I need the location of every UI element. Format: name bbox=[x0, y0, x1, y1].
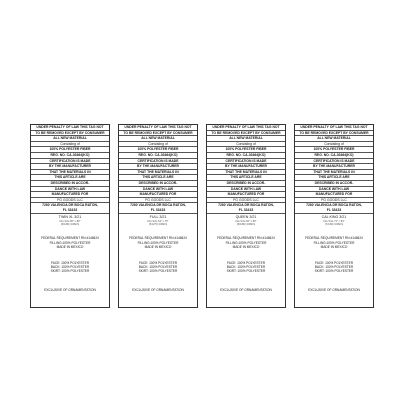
federal-requirement: FEDERAL REQUIREMENT RN #146624 bbox=[217, 236, 275, 241]
item-size: FULL 3/21 bbox=[149, 214, 167, 219]
header-line: DANCE WITH LAW bbox=[119, 187, 197, 193]
header-line: MANUFACTURED FOR bbox=[119, 192, 197, 198]
size-note: (60x80) 3/28/21 bbox=[236, 222, 256, 226]
header-line: Consisting of bbox=[207, 142, 285, 148]
header-line: 100% POLYESTER FIBER bbox=[295, 147, 373, 153]
size-note: Fits Size 54" x 75" bbox=[147, 219, 169, 223]
header-line: CERTIFICATION IS MADE bbox=[295, 159, 373, 165]
header-line: TO BE REMOVED EXCEPT BY CONSUMER bbox=[31, 131, 109, 137]
fabric-face: FACE: 100% POLYESTER bbox=[50, 260, 90, 265]
header-line: DANCE WITH LAW bbox=[295, 187, 373, 193]
header-line: ALL NEW MATERIAL bbox=[31, 136, 109, 142]
header-line: 7260 VALENCIA DR BOCA RATON, bbox=[130, 203, 186, 208]
header-line: THAT THE MATERIALS IN bbox=[119, 170, 197, 176]
federal-requirement: FEDERAL REQUIREMENT RN #146624 bbox=[41, 236, 99, 241]
header-line: Consisting of bbox=[31, 142, 109, 148]
exclusive-note: EXCLUSIVE OF ORNAMENTATION bbox=[308, 287, 360, 292]
law-label bbox=[30, 124, 110, 308]
fabric-back: BACK: 100% POLYESTER bbox=[314, 265, 354, 270]
exclusive-note: EXCLUSIVE OF ORNAMENTATION bbox=[132, 287, 184, 292]
header-line: THIS ARTICLE ARE bbox=[31, 175, 109, 181]
origin-text: MADE IN MEXICO bbox=[56, 244, 84, 249]
law-label bbox=[294, 124, 374, 308]
fabric-skirt: SKIRT: 100% POLYESTER bbox=[50, 269, 90, 274]
header-line: PG GOODS LLC bbox=[119, 198, 197, 204]
header-line: FL 33433 bbox=[295, 208, 373, 214]
fabric-face: FACE: 100% POLYESTER bbox=[314, 260, 354, 265]
header-line: 100% POLYESTER FIBER bbox=[119, 147, 197, 153]
header-line: ALL NEW MATERIAL bbox=[119, 136, 197, 142]
item-size: CAL KING 3/21 bbox=[321, 214, 347, 219]
law-label-header bbox=[119, 125, 197, 214]
origin-text: MADE IN MEXICO bbox=[320, 244, 348, 249]
header-line: BY THE MANUFACTURER bbox=[207, 164, 285, 170]
size-note: Fits Size 60" x 80" bbox=[235, 219, 257, 223]
filling-text: FILLING:100% POLYESTER bbox=[313, 240, 355, 245]
fabric-face: FACE: 100% POLYESTER bbox=[226, 260, 266, 265]
header-line: THIS ARTICLE ARE bbox=[119, 175, 197, 181]
header-line: MANUFACTURED FOR bbox=[295, 192, 373, 198]
header-line: THAT THE MATERIALS IN bbox=[207, 170, 285, 176]
header-line: THIS ARTICLE ARE bbox=[295, 175, 373, 181]
header-line: DESCRIBED IN ACCOR- bbox=[207, 181, 285, 187]
header-line: TO BE REMOVED EXCEPT BY CONSUMER bbox=[295, 131, 373, 137]
fabric-face: FACE: 100% POLYESTER bbox=[138, 260, 178, 265]
header-line: DESCRIBED IN ACCOR- bbox=[31, 181, 109, 187]
header-line: 7260 VALENCIA DR BOCA RATON, bbox=[42, 203, 98, 208]
filling-text: FILLING:100% POLYESTER bbox=[225, 240, 267, 245]
header-line: THAT THE MATERIALS IN bbox=[295, 170, 373, 176]
header-line: REG. NO. CA-30464(KO) bbox=[119, 153, 197, 159]
header-line: CERTIFICATION IS MADE bbox=[31, 159, 109, 165]
header-line: THAT THE MATERIALS IN bbox=[31, 170, 109, 176]
header-line: FL 33433 bbox=[207, 208, 285, 214]
header-line: Consisting of bbox=[295, 142, 373, 148]
header-line: PG GOODS LLC bbox=[31, 198, 109, 204]
filling-text: FILLING:100% POLYESTER bbox=[137, 240, 179, 245]
law-label bbox=[206, 124, 286, 308]
size-note: (54x75) 3/28/21 bbox=[148, 222, 168, 226]
header-line: TO BE REMOVED EXCEPT BY CONSUMER bbox=[207, 131, 285, 137]
federal-requirement: FEDERAL REQUIREMENT RN #146624 bbox=[305, 236, 363, 241]
header-line: ALL NEW MATERIAL bbox=[295, 136, 373, 142]
size-note: Fits Size 80" x 80" bbox=[59, 219, 81, 223]
header-line: CERTIFICATION IS MADE bbox=[207, 159, 285, 165]
fabric-back: BACK: 100% POLYESTER bbox=[226, 265, 266, 270]
law-label-header bbox=[295, 125, 373, 214]
filling-text: FILLING:100% POLYESTER bbox=[49, 240, 91, 245]
law-label bbox=[118, 124, 198, 308]
law-label-sheet bbox=[30, 124, 374, 308]
header-line: FL 33433 bbox=[31, 208, 109, 214]
header-line: DESCRIBED IN ACCOR- bbox=[119, 181, 197, 187]
size-note: Fits Size 72" x 84" bbox=[323, 219, 345, 223]
header-line: ALL NEW MATERIAL bbox=[207, 136, 285, 142]
header-line: DESCRIBED IN ACCOR- bbox=[295, 181, 373, 187]
header-line: Consisting of bbox=[119, 142, 197, 148]
exclusive-note: EXCLUSIVE OF ORNAMENTATION bbox=[220, 287, 272, 292]
header-line: UNDER PENALTY OF LAW THIS TAG NOT bbox=[295, 125, 373, 131]
header-line: THIS ARTICLE ARE bbox=[207, 175, 285, 181]
header-line: 7260 VALENCIA DR BOCA RATON, bbox=[306, 203, 362, 208]
header-line: REG. NO. CA-30464(KO) bbox=[207, 153, 285, 159]
law-label-header bbox=[207, 125, 285, 214]
header-line: PG GOODS LLC bbox=[295, 198, 373, 204]
header-line: UNDER PENALTY OF LAW THIS TAG NOT bbox=[119, 125, 197, 131]
header-line: DANCE WITH LAW bbox=[31, 187, 109, 193]
header-line: CERTIFICATION IS MADE bbox=[119, 159, 197, 165]
origin-text: MADE IN MEXICO bbox=[144, 244, 172, 249]
header-line: BY THE MANUFACTURER bbox=[31, 164, 109, 170]
header-line: PG GOODS LLC bbox=[207, 198, 285, 204]
fabric-skirt: SKIRT: 100% POLYESTER bbox=[314, 269, 354, 274]
header-line: DANCE WITH LAW bbox=[207, 187, 285, 193]
header-line: FL 33433 bbox=[119, 208, 197, 214]
fabric-skirt: SKIRT: 100% POLYESTER bbox=[226, 269, 266, 274]
size-note: (72x84) 3/28/21 bbox=[324, 222, 344, 226]
item-size: TWIN XL 3/21 bbox=[58, 214, 82, 219]
size-note: (60x80) 3/28/21 bbox=[60, 222, 80, 226]
fabric-back: BACK: 100% POLYESTER bbox=[138, 265, 178, 270]
item-size: QUEEN 3/21 bbox=[235, 214, 257, 219]
header-line: BY THE MANUFACTURER bbox=[119, 164, 197, 170]
header-line: BY THE MANUFACTURER bbox=[295, 164, 373, 170]
origin-text: MADE IN MEXICO bbox=[232, 244, 260, 249]
header-line: 100% POLYESTER FIBER bbox=[31, 147, 109, 153]
header-line: REG. NO. CA-30464(KO) bbox=[295, 153, 373, 159]
law-label-header bbox=[31, 125, 109, 214]
header-line: MANUFACTURED FOR bbox=[31, 192, 109, 198]
header-line: UNDER PENALTY OF LAW THIS TAG NOT bbox=[207, 125, 285, 131]
header-line: UNDER PENALTY OF LAW THIS TAG NOT bbox=[31, 125, 109, 131]
federal-requirement: FEDERAL REQUIREMENT RN #146624 bbox=[129, 236, 187, 241]
exclusive-note: EXCLUSIVE OF ORNAMENTATION bbox=[44, 287, 96, 292]
header-line: TO BE REMOVED EXCEPT BY CONSUMER bbox=[119, 131, 197, 137]
fabric-back: BACK: 100% POLYESTER bbox=[50, 265, 90, 270]
header-line: 100% POLYESTER FIBER bbox=[207, 147, 285, 153]
header-line: REG. NO. CA-30464(KO) bbox=[31, 153, 109, 159]
header-line: 7260 VALENCIA DR BOCA RATON, bbox=[218, 203, 274, 208]
header-line: MANUFACTURED FOR bbox=[207, 192, 285, 198]
fabric-skirt: SKIRT: 100% POLYESTER bbox=[138, 269, 178, 274]
